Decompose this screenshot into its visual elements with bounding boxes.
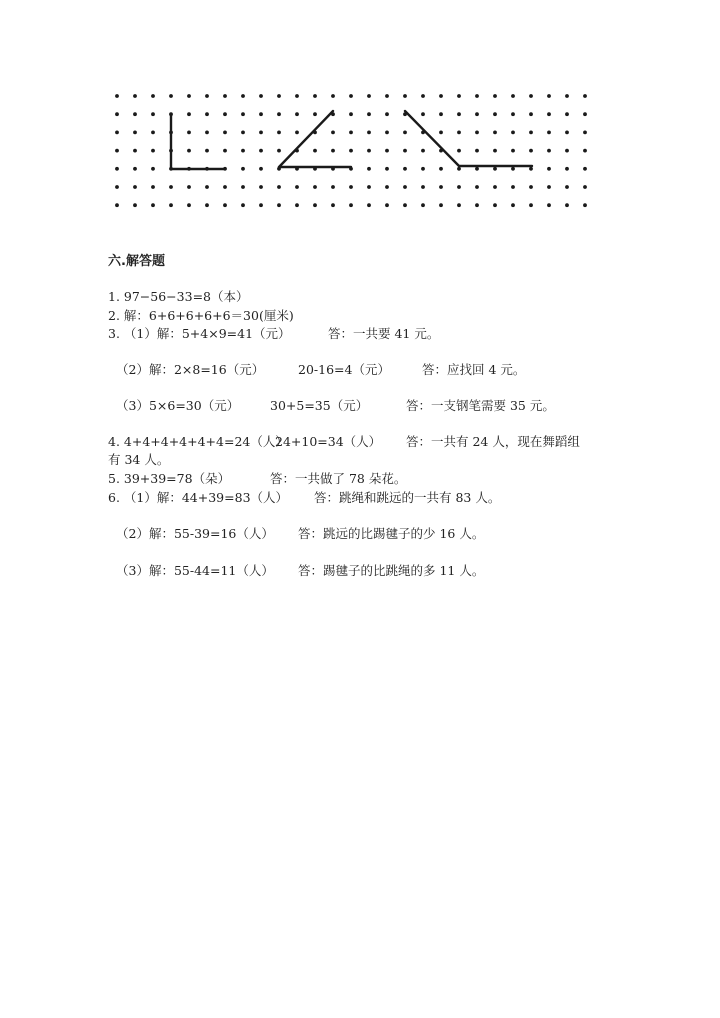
grid-dot [475, 131, 479, 135]
grid-dot [241, 131, 245, 135]
grid-dot [565, 167, 569, 171]
grid-dot [529, 167, 533, 171]
grid-dot [421, 94, 425, 98]
grid-dot [457, 203, 461, 207]
answer-4-continued: 有 34 人。 [108, 452, 170, 467]
answer-5-equation: 5. 39+39=78（朵） [108, 471, 231, 486]
grid-dot [583, 149, 587, 153]
grid-dot [277, 185, 281, 189]
grid-dot [421, 203, 425, 207]
grid-dot [313, 94, 317, 98]
grid-dot [367, 94, 371, 98]
grid-dot [511, 185, 515, 189]
right-angle-figure [171, 115, 225, 169]
grid-dot [457, 94, 461, 98]
answer-4-statement: 答：一共有 24 人，现在舞蹈组 [406, 434, 580, 449]
grid-dot [367, 112, 371, 116]
answer-3-2-equation-1: （2）解：2×8=16（元） [116, 362, 265, 377]
grid-dot [385, 149, 389, 153]
grid-dot [385, 185, 389, 189]
grid-dot [259, 112, 263, 116]
grid-dot [529, 112, 533, 116]
grid-dot [313, 112, 317, 116]
grid-dot [457, 185, 461, 189]
grid-dot [151, 167, 155, 171]
grid-dot [223, 94, 227, 98]
grid-dot [259, 185, 263, 189]
grid-dot [115, 131, 119, 135]
grid-dot [547, 94, 551, 98]
grid-dot [259, 131, 263, 135]
grid-dot [385, 203, 389, 207]
grid-dot [169, 203, 173, 207]
grid-dot [565, 112, 569, 116]
angle-figures [171, 111, 532, 169]
grid-dot [547, 185, 551, 189]
grid-dot [295, 131, 299, 135]
answer-3-3-statement: 答：一支钢笔需要 35 元。 [406, 398, 555, 413]
grid-dot [241, 149, 245, 153]
grid-dot [115, 112, 119, 116]
grid-dot [187, 185, 191, 189]
obtuse-angle-figure [405, 111, 532, 166]
grid-dot [457, 112, 461, 116]
grid-dot [565, 203, 569, 207]
grid-dot [187, 149, 191, 153]
grid-dot [493, 203, 497, 207]
grid-dot [439, 131, 443, 135]
answer-3-3-equation-1: （3）5×6=30（元） [116, 398, 240, 413]
grid-dot [439, 94, 443, 98]
grid-dot [205, 185, 209, 189]
grid-dot [349, 131, 353, 135]
grid-dot [205, 112, 209, 116]
grid-dot [385, 94, 389, 98]
grid-dot [133, 94, 137, 98]
answer-3-2-equation-2: 20-16=4（元） [298, 362, 390, 377]
grid-dot [223, 203, 227, 207]
grid-dot [367, 185, 371, 189]
grid-dot [313, 185, 317, 189]
grid-dot [439, 185, 443, 189]
grid-dot [349, 149, 353, 153]
grid-dot [475, 185, 479, 189]
grid-dot [511, 131, 515, 135]
grid-dot [151, 131, 155, 135]
grid-dot [475, 112, 479, 116]
grid-dot [457, 149, 461, 153]
acute-angle-figure [279, 111, 351, 167]
grid-dot [529, 185, 533, 189]
grid-dot [187, 203, 191, 207]
answer-6-1-statement: 答：跳绳和跳远的一共有 83 人。 [314, 490, 501, 505]
grid-dot [547, 203, 551, 207]
grid-dot [493, 185, 497, 189]
grid-dot [547, 131, 551, 135]
grid-dot [547, 167, 551, 171]
grid-dot [241, 94, 245, 98]
grid-dot [259, 167, 263, 171]
grid-dot [511, 94, 515, 98]
grid-dot [475, 149, 479, 153]
grid-dot [583, 185, 587, 189]
grid-dot [493, 149, 497, 153]
grid-dot [493, 167, 497, 171]
grid-dot [133, 167, 137, 171]
grid-dot [223, 185, 227, 189]
grid-dot [421, 149, 425, 153]
grid-dot [133, 131, 137, 135]
grid-dot [313, 203, 317, 207]
answer-6-2-equation: （2）解：55-39=16（人） [116, 526, 274, 541]
grid-dot [277, 112, 281, 116]
grid-dot [187, 112, 191, 116]
grid-dot [439, 112, 443, 116]
grid-dot [151, 203, 155, 207]
grid-dot [457, 167, 461, 171]
grid-dot [529, 94, 533, 98]
grid-dot [367, 149, 371, 153]
grid-dot [277, 94, 281, 98]
answer-3-2-statement: 答：应找回 4 元。 [422, 362, 526, 377]
grid-dot [241, 185, 245, 189]
grid-dot [529, 149, 533, 153]
grid-dot [151, 185, 155, 189]
grid-dot [403, 167, 407, 171]
grid-dot [331, 94, 335, 98]
grid-dot [547, 112, 551, 116]
grid-dot [331, 203, 335, 207]
answer-2: 2. 解：6+6+6+6+6＝30(厘米) [108, 308, 294, 323]
grid-dot [547, 149, 551, 153]
answer-6-3-statement: 答：踢毽子的比跳绳的多 11 人。 [298, 563, 485, 578]
grid-dot [295, 112, 299, 116]
grid-dot [331, 131, 335, 135]
grid-dot [565, 131, 569, 135]
grid-dot [259, 203, 263, 207]
grid-dot [349, 112, 353, 116]
grid-dot [421, 185, 425, 189]
grid-dot [331, 185, 335, 189]
grid-dot [277, 131, 281, 135]
grid-dot [565, 149, 569, 153]
grid-dot [583, 167, 587, 171]
grid-dot [583, 131, 587, 135]
grid-dot [385, 167, 389, 171]
grid-dot [241, 112, 245, 116]
grid-dot [403, 149, 407, 153]
dot-grid-figure [108, 86, 598, 216]
grid-dot [133, 112, 137, 116]
grid-dot [205, 94, 209, 98]
grid-dot [511, 167, 515, 171]
grid-dot [529, 203, 533, 207]
grid-dot [223, 131, 227, 135]
grid-dot [223, 112, 227, 116]
grid-dot [403, 203, 407, 207]
grid-dot [493, 131, 497, 135]
grid-dot [187, 94, 191, 98]
grid-dot [151, 94, 155, 98]
grid-dot [511, 112, 515, 116]
grid-dot [133, 185, 137, 189]
grid-dot [115, 167, 119, 171]
grid-dot [421, 112, 425, 116]
grid-dot [205, 149, 209, 153]
grid-dot [385, 112, 389, 116]
grid-dot [277, 149, 281, 153]
grid-dot [223, 149, 227, 153]
grid-dot [493, 94, 497, 98]
grid-dot [295, 203, 299, 207]
grid-dot [115, 185, 119, 189]
grid-dot [115, 203, 119, 207]
grid-dot [241, 203, 245, 207]
grid-dot [403, 131, 407, 135]
grid-dot [205, 203, 209, 207]
grid-dot [115, 94, 119, 98]
grid-dot [367, 203, 371, 207]
grid-dot [385, 131, 389, 135]
grid-dot [493, 112, 497, 116]
grid-dot [367, 167, 371, 171]
answer-3-1-statement: 答：一共要 41 元。 [328, 326, 440, 341]
grid-dot [421, 167, 425, 171]
grid-dot [475, 167, 479, 171]
section-title: 六.解答题 [108, 254, 165, 269]
grid-dot [295, 185, 299, 189]
grid-dot [349, 185, 353, 189]
grid-dot [133, 203, 137, 207]
grid-dot [475, 94, 479, 98]
grid-dot [169, 94, 173, 98]
answer-6-2-statement: 答：跳远的比踢毽子的少 16 人。 [298, 526, 485, 541]
answer-1: 1. 97−56−33=8（本） [108, 289, 249, 304]
answer-3-3-equation-2: 30+5=35（元） [270, 398, 369, 413]
grid-dot [403, 185, 407, 189]
answer-4-equation-1: 4. 4+4+4+4+4+4=24（人） [108, 434, 288, 449]
grid-dot [313, 149, 317, 153]
grid-dot [457, 131, 461, 135]
grid-dots [115, 94, 587, 207]
grid-dot [151, 112, 155, 116]
grid-dot [151, 149, 155, 153]
answer-4-equation-2: 24+10=34（人） [275, 434, 382, 449]
grid-dot [583, 112, 587, 116]
answer-5-statement: 答：一共做了 78 朵花。 [270, 471, 407, 486]
grid-dot [565, 94, 569, 98]
grid-dot [187, 131, 191, 135]
grid-dot [367, 131, 371, 135]
grid-dot [115, 149, 119, 153]
grid-dot [349, 203, 353, 207]
grid-dot [511, 149, 515, 153]
grid-dot [583, 203, 587, 207]
grid-dot [511, 203, 515, 207]
grid-dot [241, 167, 245, 171]
grid-dot [259, 149, 263, 153]
answer-6-3-equation: （3）解：55-44=11（人） [116, 563, 274, 578]
grid-dot [565, 185, 569, 189]
grid-dot [403, 94, 407, 98]
grid-dot [475, 203, 479, 207]
grid-dot [295, 94, 299, 98]
grid-dot [331, 149, 335, 153]
grid-dot [439, 203, 443, 207]
grid-dot [439, 167, 443, 171]
grid-dot [169, 185, 173, 189]
answer-6-1-equation: 6. （1）解：44+39=83（人） [108, 490, 289, 505]
grid-dot [583, 94, 587, 98]
grid-dot [349, 94, 353, 98]
grid-dot [529, 131, 533, 135]
grid-dot [205, 131, 209, 135]
grid-dot [133, 149, 137, 153]
answer-3-1-equation: 3. （1）解：5+4×9=41（元） [108, 326, 291, 341]
grid-dot [277, 203, 281, 207]
grid-dot [259, 94, 263, 98]
